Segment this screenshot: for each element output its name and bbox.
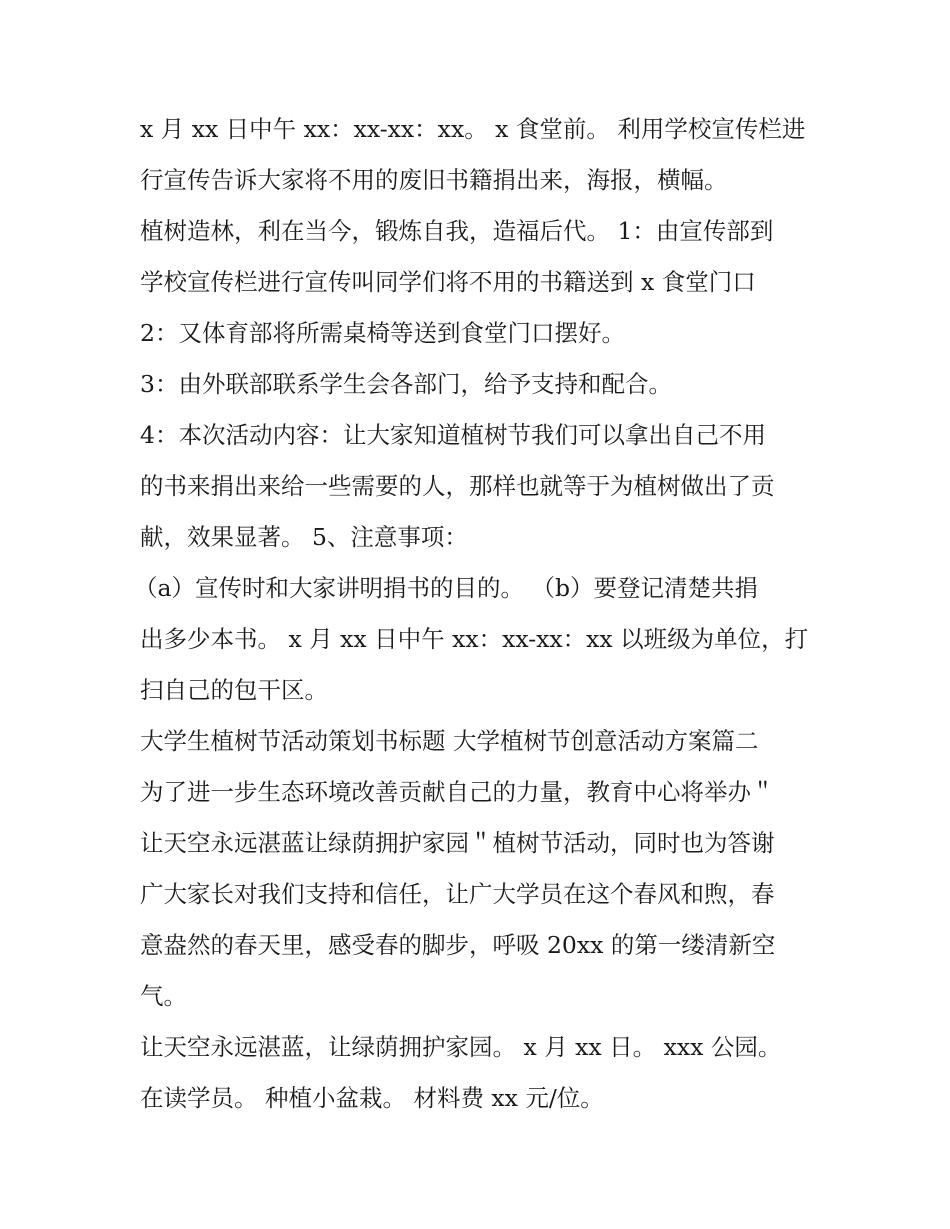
- text-line: 植树造林，利在当今，锻炼自我，造福后代。 1：由宣传部到: [140, 217, 774, 245]
- text-line: 3：由外联部联系学生会各部门，给予支持和配合。: [140, 370, 672, 398]
- text-line: 气。: [140, 982, 187, 1010]
- text-line: 学校宣传栏进行宣传叫同学们将不用的书籍送到 x 食堂门口: [140, 268, 756, 296]
- text-line: 2：又体育部将所需桌椅等送到食堂门口摆好。: [140, 319, 625, 347]
- text-line: 4：本次活动内容：让大家知道植树节我们可以拿出自己不用: [140, 421, 766, 449]
- text-line: 在读学员。 种植小盆栽。 材料费 xx 元/位。: [140, 1084, 604, 1112]
- text-line: 意盎然的春天里，感受春的脚步，呼吸 20xx 的第一缕清新空: [140, 931, 776, 959]
- text-line: （a）宣传时和大家讲明捐书的目的。 （b）要登记清楚共捐: [134, 574, 759, 602]
- text-line: 扫自己的包干区。: [140, 676, 328, 704]
- text-line: 广大家长对我们支持和信任，让广大学员在这个春风和煦，春: [140, 880, 775, 908]
- text-line: 大学生植树节活动策划书标题 大学植树节创意活动方案篇二: [140, 727, 759, 755]
- text-line: 让天空永远湛蓝让绿荫拥护家园＂植树节活动，同时也为答谢: [140, 829, 775, 857]
- text-line: 献，效果显著。 5、注意事项：: [140, 523, 468, 551]
- text-line: 行宣传告诉大家将不用的废旧书籍捐出来，海报，横幅。: [140, 166, 728, 194]
- text-line: x 月 xx 日中午 xx：xx-xx：xx。 x 食堂前。 利用学校宣传栏进: [140, 115, 806, 143]
- text-line: 出多少本书。 x 月 xx 日中午 xx：xx-xx：xx 以班级为单位，打: [140, 625, 809, 653]
- text-line: 为了进一步生态环境改善贡献自己的力量，教育中心将举办＂: [140, 778, 775, 806]
- document-body: [134, 104, 830, 1124]
- text-line: 让天空永远湛蓝，让绿荫拥护家园。 x 月 xx 日。 xxx 公园。: [140, 1033, 782, 1061]
- text-line: 的书来捐出来给一些需要的人，那样也就等于为植树做出了贡: [140, 472, 775, 500]
